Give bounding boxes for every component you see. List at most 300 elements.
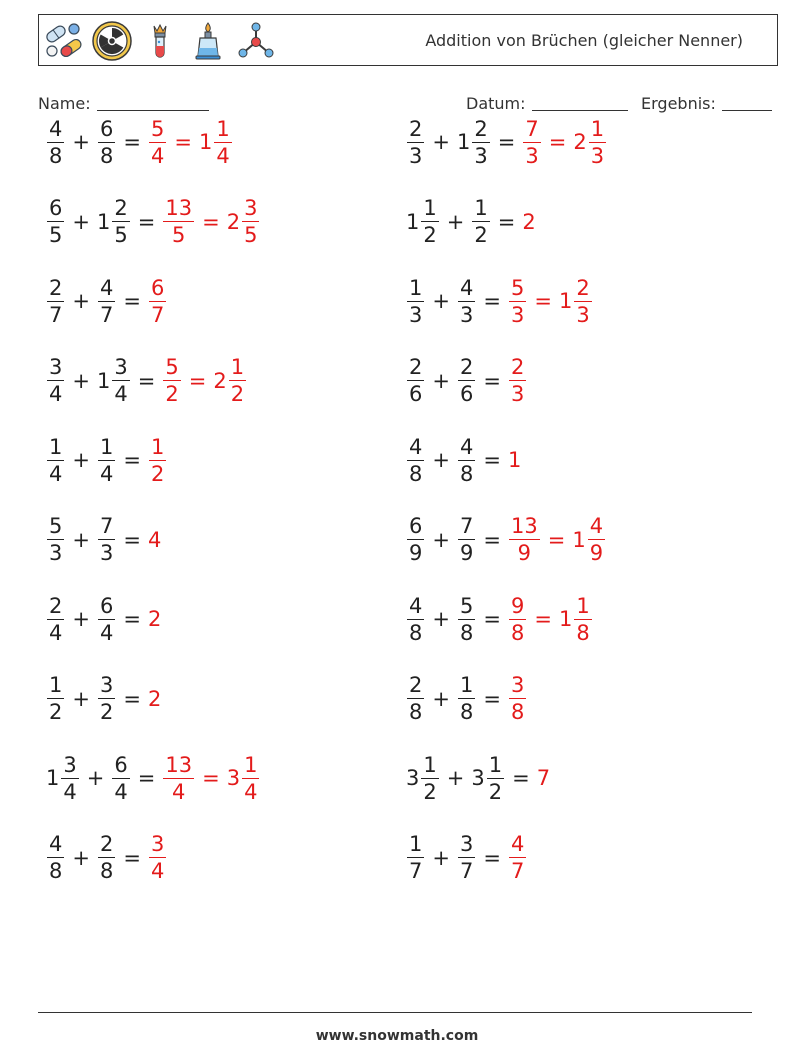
result-line[interactable] bbox=[722, 94, 772, 111]
equals-sign: = bbox=[123, 448, 141, 472]
fraction bbox=[47, 831, 64, 884]
result-label: Ergebnis: bbox=[641, 94, 716, 113]
whole-number: 1 bbox=[456, 130, 471, 154]
denominator: 9 bbox=[517, 541, 532, 565]
fraction bbox=[47, 672, 64, 725]
denominator: 8 bbox=[459, 700, 474, 724]
answer bbox=[162, 354, 181, 407]
fraction bbox=[509, 593, 526, 646]
numerator: 7 bbox=[525, 116, 539, 141]
addend-1 bbox=[406, 672, 425, 725]
name-field[interactable] bbox=[38, 94, 209, 113]
answer bbox=[522, 210, 536, 234]
denominator: 8 bbox=[510, 620, 525, 645]
problem-item bbox=[406, 748, 551, 808]
numerator: 6 bbox=[99, 116, 114, 141]
denominator: 3 bbox=[510, 382, 525, 406]
denominator: 2 bbox=[99, 700, 114, 724]
numerator: 4 bbox=[409, 434, 423, 459]
denominator: 7 bbox=[510, 859, 525, 883]
fraction bbox=[242, 195, 259, 248]
numerator: 1 bbox=[409, 832, 423, 856]
addend-1 bbox=[46, 672, 65, 725]
numerator: 6 bbox=[99, 593, 114, 618]
numerator: 1 bbox=[409, 275, 423, 300]
fraction bbox=[588, 513, 605, 566]
numerator: 3 bbox=[99, 673, 114, 697]
answer bbox=[559, 593, 593, 646]
numerator: 2 bbox=[409, 355, 423, 379]
addend-2 bbox=[97, 831, 116, 884]
numerator: 3 bbox=[49, 355, 63, 379]
addend-2 bbox=[457, 116, 491, 169]
numerator: 3 bbox=[63, 752, 77, 777]
test-tube-icon bbox=[139, 20, 181, 62]
answer bbox=[508, 448, 522, 472]
denominator: 4 bbox=[63, 779, 77, 804]
problem-item bbox=[46, 430, 167, 490]
addend-2 bbox=[97, 195, 131, 248]
answer bbox=[508, 593, 527, 646]
answer bbox=[162, 195, 195, 248]
numerator: 4 bbox=[589, 514, 604, 538]
addend-2 bbox=[97, 434, 116, 487]
problem-item bbox=[406, 430, 522, 490]
whole-number: 2 bbox=[573, 130, 587, 154]
plus-sign: + bbox=[432, 527, 450, 552]
date-field[interactable] bbox=[466, 94, 628, 113]
fraction bbox=[163, 752, 194, 805]
fraction bbox=[407, 513, 424, 566]
fraction bbox=[47, 593, 64, 646]
problem-item bbox=[406, 510, 606, 570]
plus-sign: + bbox=[72, 209, 90, 234]
numerator: 1 bbox=[590, 116, 605, 141]
addend-1 bbox=[406, 831, 425, 884]
addend-1 bbox=[46, 116, 65, 169]
plus-sign: + bbox=[432, 289, 450, 313]
addend-1 bbox=[406, 434, 425, 487]
whole-number: 1 bbox=[507, 448, 522, 472]
fraction bbox=[407, 275, 424, 328]
problem-item bbox=[46, 192, 260, 252]
denominator: 7 bbox=[409, 859, 423, 883]
numerator: 4 bbox=[49, 116, 63, 141]
denominator: 8 bbox=[99, 859, 114, 883]
icon-strip bbox=[43, 19, 277, 63]
fraction bbox=[47, 354, 64, 407]
denominator: 2 bbox=[488, 779, 503, 804]
equals-sign: = bbox=[497, 209, 516, 234]
footer-url: www.snowmath.com bbox=[315, 1028, 479, 1044]
whole-number: 2 bbox=[147, 607, 162, 631]
plus-sign: + bbox=[432, 130, 450, 154]
numerator: 4 bbox=[459, 275, 474, 300]
denominator: 5 bbox=[114, 223, 128, 247]
addend-1 bbox=[46, 831, 65, 884]
denominator: 3 bbox=[459, 302, 474, 327]
problem-item bbox=[46, 271, 167, 331]
denominator: 4 bbox=[114, 382, 128, 406]
problem-item bbox=[406, 112, 607, 172]
answer bbox=[213, 354, 247, 407]
addend-1 bbox=[406, 513, 425, 566]
addend-1 bbox=[406, 752, 440, 805]
denominator: 5 bbox=[49, 223, 63, 247]
numerator: 13 bbox=[165, 752, 193, 777]
fraction bbox=[98, 672, 115, 725]
equals-sign: = bbox=[497, 130, 516, 154]
numerator: 5 bbox=[150, 116, 165, 141]
whole-number: 1 bbox=[96, 368, 111, 393]
denominator: 3 bbox=[576, 302, 590, 327]
numerator: 3 bbox=[510, 673, 525, 697]
numerator: 2 bbox=[99, 832, 114, 856]
denominator: 2 bbox=[423, 223, 437, 247]
denominator: 2 bbox=[474, 223, 488, 247]
numerator: 5 bbox=[459, 593, 474, 618]
equals-sign: = bbox=[483, 845, 501, 870]
fraction bbox=[458, 513, 475, 566]
plus-sign: + bbox=[432, 686, 450, 711]
addend-2 bbox=[457, 831, 476, 884]
addend-2 bbox=[471, 195, 490, 248]
numerator: 2 bbox=[474, 116, 488, 141]
whole-number: 1 bbox=[558, 607, 573, 631]
denominator: 4 bbox=[244, 779, 258, 804]
denominator: 4 bbox=[99, 461, 114, 486]
answer bbox=[572, 513, 606, 566]
fraction bbox=[47, 513, 64, 566]
denominator: 8 bbox=[409, 620, 423, 645]
denominator: 4 bbox=[150, 143, 165, 168]
denominator: 5 bbox=[172, 223, 186, 247]
answer bbox=[559, 275, 593, 328]
plus-sign: + bbox=[72, 368, 90, 393]
denominator: 9 bbox=[589, 541, 604, 565]
denominator: 9 bbox=[409, 541, 423, 565]
fraction bbox=[472, 116, 489, 169]
plus-sign: + bbox=[446, 766, 465, 790]
fraction bbox=[47, 275, 64, 328]
numerator: 1 bbox=[423, 196, 437, 220]
addend-1 bbox=[46, 354, 65, 407]
denominator: 2 bbox=[49, 700, 63, 724]
equals-sign: = bbox=[174, 130, 192, 154]
answer bbox=[148, 116, 167, 169]
addend-2 bbox=[97, 275, 116, 328]
addend-1 bbox=[46, 434, 65, 487]
footer-divider bbox=[38, 1012, 752, 1013]
fraction bbox=[149, 831, 166, 884]
answer bbox=[162, 752, 195, 805]
name-line[interactable] bbox=[97, 94, 209, 111]
addend-2 bbox=[471, 752, 505, 805]
denominator: 3 bbox=[590, 143, 605, 168]
fraction bbox=[407, 831, 424, 884]
problem-item bbox=[46, 510, 162, 570]
answer bbox=[148, 831, 167, 884]
addend-2 bbox=[457, 434, 476, 487]
numerator: 2 bbox=[459, 355, 474, 379]
answer bbox=[148, 687, 162, 711]
addend-1 bbox=[46, 195, 65, 248]
whole-number: 2 bbox=[522, 209, 536, 234]
addend-2 bbox=[457, 354, 476, 407]
denominator: 4 bbox=[172, 779, 186, 804]
numerator: 4 bbox=[409, 593, 423, 618]
answer bbox=[199, 116, 233, 169]
whole-number: 3 bbox=[471, 766, 485, 790]
equals-sign: = bbox=[123, 845, 141, 870]
problem-item bbox=[46, 589, 162, 649]
equals-sign: = bbox=[483, 686, 501, 711]
numerator: 6 bbox=[49, 196, 63, 220]
name-label: Name: bbox=[38, 94, 91, 113]
addend-1 bbox=[46, 752, 80, 805]
fraction bbox=[98, 831, 115, 884]
denominator: 7 bbox=[49, 302, 63, 327]
numerator: 1 bbox=[244, 752, 258, 777]
fraction bbox=[472, 195, 489, 248]
numerator: 3 bbox=[459, 832, 474, 856]
denominator: 4 bbox=[150, 859, 165, 883]
result-field[interactable] bbox=[641, 94, 772, 113]
equals-sign: = bbox=[202, 209, 220, 234]
fraction bbox=[574, 275, 591, 328]
addend-1 bbox=[46, 275, 65, 328]
numerator: 1 bbox=[49, 673, 63, 697]
fraction bbox=[421, 195, 438, 248]
fraction bbox=[407, 354, 424, 407]
addend-2 bbox=[457, 593, 476, 646]
answer bbox=[508, 354, 527, 407]
answer bbox=[508, 672, 527, 725]
fraction bbox=[163, 354, 180, 407]
addend-2 bbox=[111, 752, 130, 805]
plus-sign: + bbox=[446, 209, 465, 234]
addend-1 bbox=[406, 593, 425, 646]
whole-number: 1 bbox=[96, 209, 111, 234]
denominator: 8 bbox=[459, 461, 474, 486]
denominator: 8 bbox=[49, 143, 63, 168]
fraction bbox=[407, 116, 424, 169]
equals-sign: = bbox=[483, 289, 501, 313]
plus-sign: + bbox=[432, 368, 450, 393]
numerator: 5 bbox=[49, 514, 63, 538]
equals-sign: = bbox=[483, 527, 501, 552]
equals-sign: = bbox=[188, 368, 207, 393]
whole-number: 1 bbox=[406, 209, 420, 234]
problem-item bbox=[406, 271, 593, 331]
denominator: 2 bbox=[423, 779, 437, 804]
addend-1 bbox=[406, 275, 425, 328]
fraction bbox=[47, 116, 64, 169]
date-line[interactable] bbox=[532, 94, 628, 111]
numerator: 4 bbox=[49, 832, 63, 856]
denominator: 8 bbox=[409, 461, 423, 486]
whole-number: 2 bbox=[226, 209, 241, 234]
answer bbox=[573, 116, 607, 169]
problem-item bbox=[406, 669, 527, 729]
equals-sign: = bbox=[123, 527, 141, 552]
answer bbox=[148, 434, 167, 487]
addend-2 bbox=[97, 513, 116, 566]
plus-sign: + bbox=[72, 845, 90, 870]
numerator: 1 bbox=[459, 673, 474, 697]
equals-sign: = bbox=[512, 766, 530, 790]
denominator: 3 bbox=[409, 143, 423, 168]
problem-item bbox=[406, 589, 593, 649]
fraction bbox=[149, 275, 166, 328]
problem-item bbox=[46, 828, 167, 888]
addend-2 bbox=[457, 513, 476, 566]
fraction bbox=[112, 354, 129, 407]
date-label: Datum: bbox=[466, 94, 526, 113]
equals-sign: = bbox=[483, 448, 501, 472]
problem-item bbox=[46, 112, 233, 172]
plus-sign: + bbox=[432, 607, 450, 631]
denominator: 3 bbox=[474, 143, 488, 168]
whole-number: 1 bbox=[198, 130, 213, 154]
denominator: 8 bbox=[459, 620, 474, 645]
fraction bbox=[61, 752, 78, 805]
problem-item bbox=[406, 192, 537, 252]
denominator: 3 bbox=[99, 541, 114, 565]
answer bbox=[148, 528, 162, 552]
numerator: 7 bbox=[459, 514, 474, 538]
fraction bbox=[112, 752, 129, 805]
plus-sign: + bbox=[72, 289, 90, 313]
addend-2 bbox=[97, 116, 116, 169]
answer bbox=[508, 275, 527, 328]
fraction bbox=[509, 513, 540, 566]
equals-sign: = bbox=[547, 527, 566, 552]
numerator: 4 bbox=[459, 434, 474, 459]
answer bbox=[148, 275, 167, 328]
denominator: 3 bbox=[525, 143, 539, 168]
addend-1 bbox=[46, 513, 65, 566]
plus-sign: + bbox=[72, 448, 90, 472]
fraction bbox=[458, 831, 475, 884]
fraction bbox=[509, 275, 526, 328]
denominator: 4 bbox=[99, 620, 114, 645]
numerator: 2 bbox=[49, 593, 63, 618]
numerator: 4 bbox=[510, 832, 525, 856]
equals-sign: = bbox=[483, 607, 501, 631]
numerator: 1 bbox=[423, 752, 437, 777]
numerator: 1 bbox=[474, 196, 488, 220]
pills-icon bbox=[43, 20, 85, 62]
addend-2 bbox=[97, 593, 116, 646]
equals-sign: = bbox=[137, 209, 156, 234]
denominator: 4 bbox=[49, 382, 63, 406]
numerator: 2 bbox=[114, 196, 128, 220]
denominator: 7 bbox=[99, 302, 114, 327]
denominator: 8 bbox=[49, 859, 63, 883]
denominator: 3 bbox=[409, 302, 423, 327]
plus-sign: + bbox=[432, 448, 450, 472]
plus-sign: + bbox=[432, 845, 450, 870]
plus-sign: + bbox=[86, 766, 105, 790]
fraction bbox=[163, 195, 194, 248]
numerator: 1 bbox=[49, 434, 63, 459]
fraction bbox=[509, 354, 526, 407]
fraction bbox=[421, 752, 438, 805]
fraction bbox=[523, 116, 540, 169]
denominator: 6 bbox=[409, 382, 423, 406]
addend-2 bbox=[457, 275, 476, 328]
fraction bbox=[214, 116, 231, 169]
numerator: 2 bbox=[49, 275, 63, 300]
numerator: 1 bbox=[150, 434, 165, 459]
numerator: 6 bbox=[409, 514, 423, 538]
fraction bbox=[458, 672, 475, 725]
numerator: 3 bbox=[150, 832, 165, 856]
fraction bbox=[47, 434, 64, 487]
problem-item bbox=[406, 351, 527, 411]
numerator: 2 bbox=[409, 116, 423, 141]
denominator: 8 bbox=[409, 700, 423, 724]
equals-sign: = bbox=[534, 607, 552, 631]
equals-sign: = bbox=[548, 130, 567, 154]
fraction bbox=[47, 195, 64, 248]
numerator: 2 bbox=[510, 355, 525, 379]
numerator: 1 bbox=[216, 116, 230, 141]
problem-item bbox=[406, 828, 527, 888]
equals-sign: = bbox=[202, 766, 220, 790]
denominator: 8 bbox=[510, 700, 525, 724]
addend-2 bbox=[97, 672, 116, 725]
equals-sign: = bbox=[137, 368, 156, 393]
molecule-icon bbox=[235, 20, 277, 62]
addend-1 bbox=[46, 593, 65, 646]
answer bbox=[227, 752, 261, 805]
numerator: 1 bbox=[230, 355, 245, 379]
denominator: 2 bbox=[150, 461, 165, 486]
fraction bbox=[487, 752, 504, 805]
plus-sign: + bbox=[72, 527, 90, 552]
addend-2 bbox=[457, 672, 476, 725]
whole-number: 1 bbox=[46, 766, 60, 790]
denominator: 4 bbox=[114, 779, 128, 804]
answer bbox=[227, 195, 261, 248]
fraction bbox=[407, 593, 424, 646]
addend-1 bbox=[406, 354, 425, 407]
fraction bbox=[229, 354, 246, 407]
equals-sign: = bbox=[123, 607, 141, 631]
problem-item bbox=[46, 351, 247, 411]
whole-number: 3 bbox=[406, 766, 420, 790]
fraction bbox=[458, 354, 475, 407]
denominator: 7 bbox=[150, 302, 165, 327]
numerator: 4 bbox=[99, 275, 114, 300]
numerator: 3 bbox=[244, 196, 258, 220]
fraction bbox=[98, 434, 115, 487]
fraction bbox=[149, 116, 166, 169]
fraction bbox=[98, 275, 115, 328]
denominator: 8 bbox=[576, 620, 590, 645]
fraction bbox=[589, 116, 606, 169]
equals-sign: = bbox=[137, 766, 156, 790]
header-box bbox=[38, 14, 778, 66]
fraction bbox=[112, 195, 129, 248]
problem-item bbox=[46, 669, 162, 729]
answer bbox=[148, 607, 162, 631]
fraction bbox=[574, 593, 591, 646]
fraction bbox=[458, 275, 475, 328]
denominator: 2 bbox=[165, 382, 179, 406]
